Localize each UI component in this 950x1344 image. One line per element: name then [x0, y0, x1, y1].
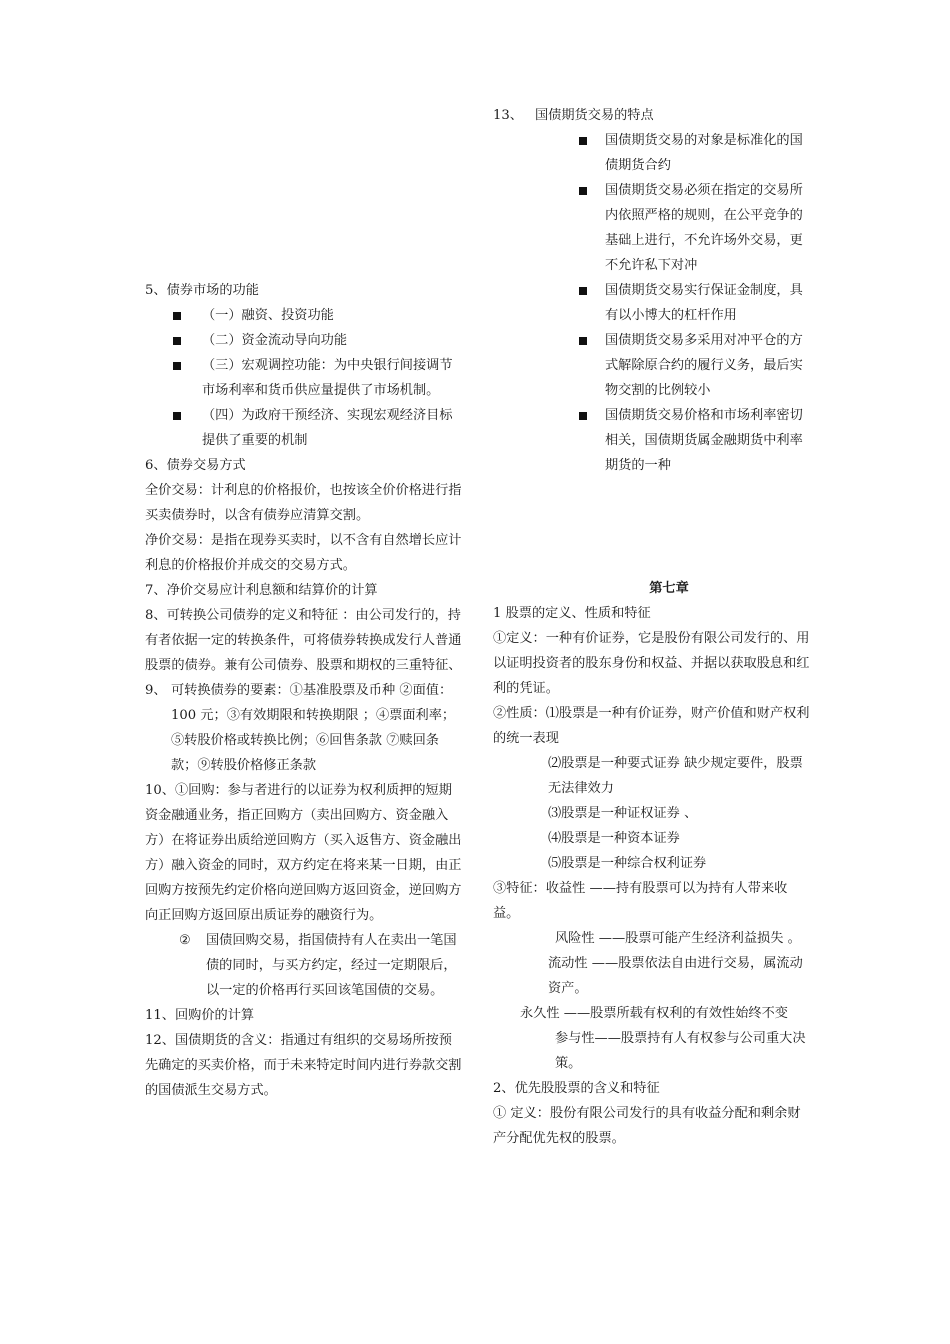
- square-bullet-icon: [579, 287, 587, 295]
- left-column: [145, 278, 463, 1103]
- list-item: （二）资金流动导向功能: [145, 328, 463, 353]
- stock-definition: ①定义：一种有价证券，它是股份有限公司发行的、用以证明投资者的股东身份和权益、并据以获取股息和红利的凭证。: [493, 631, 810, 696]
- stock-feature-permanence: 永久性 ——股票所载有权利的有效性始终不变: [520, 1006, 788, 1021]
- stock-nature-2: ⑵股票是一种要式证券 缺少规定要件，股票无法律效力: [548, 756, 803, 796]
- section-6-title: 6、债券交易方式: [145, 458, 246, 473]
- square-bullet-icon: [579, 337, 587, 345]
- preferred-stock-title: 2、优先股股票的含义和特征: [493, 1081, 660, 1096]
- right-column: [493, 103, 811, 1151]
- section-5-title: 5、债券市场的功能: [145, 283, 259, 298]
- square-bullet-icon: [579, 187, 587, 195]
- stock-section-title: 1 股票的定义、性质和特征: [493, 606, 651, 621]
- circled-number: ②: [179, 933, 191, 948]
- square-bullet-icon: [173, 312, 181, 320]
- list-item: 国债期货交易必须在指定的交易所内依照严格的规则，在公平竞争的基础上进行，不允许场外交易，更不允许私下对冲: [493, 178, 811, 278]
- square-bullet-icon: [579, 137, 587, 145]
- section-11: 11、回购价的计算: [145, 1008, 255, 1023]
- list-item: 国债期货交易价格和市场利率密切相关，国债期货属金融期货中利率期货的一种: [493, 403, 811, 478]
- square-bullet-icon: [173, 412, 181, 420]
- chapter-heading: 第七章: [649, 581, 689, 596]
- square-bullet-icon: [173, 337, 181, 345]
- list-item: （四）为政府干预经济、实现宏观经济目标提供了重要的机制: [145, 403, 463, 453]
- stock-nature-3: ⑶股票是一种证权证券 、: [548, 806, 698, 821]
- list-item: 国债期货交易多采用对冲平仓的方式解除原合约的履行义务，最后实物交割的比例较小: [493, 328, 811, 403]
- section-7: 7、净价交易应计利息额和结算价的计算: [145, 583, 378, 598]
- stock-nature-5: ⑸股票是一种综合权利证券: [548, 856, 707, 871]
- square-bullet-icon: [579, 412, 587, 420]
- list-item: （三）宏观调控功能：为中央银行间接调节市场利率和货币供应量提供了市场机制。: [145, 353, 463, 403]
- section-8: 8、可转换公司债券的定义和特征 ：由公司发行的，持有者依据一定的转换条件，可将债券转换成发行人普通股票的债券。兼有公司债券、股票和期权的三重特征、: [145, 608, 462, 673]
- list-item: 国债期货交易实行保证金制度，具有以小博大的杠杆作用: [493, 278, 811, 328]
- square-bullet-icon: [173, 362, 181, 370]
- section-10: 10、①回购：参与者进行的以证券为权利质押的短期资金融通业务，指正回购方（卖出回购方、资金融入方）在将证券出质给逆回购方（买入返售方、资金融出方）融入资金的同时，双方约定在将来某一日期，由正回购方按预先约定价格向逆回购方返回资金，逆回购方向正回购方返回原出质证券的融资行为。: [145, 783, 462, 923]
- section-13-title: 13、 国债期货交易的特点: [493, 108, 654, 123]
- stock-feature-participation: 参与性——股票持有人有权参与公司重大决策。: [555, 1031, 806, 1071]
- net-price-trading: 净价交易：是指在现券买卖时，以不含有自然增长应计利息的价格报价并成交的交易方式。: [145, 533, 462, 573]
- stock-feature-liquidity: 流动性 ——股票依法自由进行交易，属流动资产。: [548, 956, 803, 996]
- stock-nature: ②性质：⑴股票是一种有价证券，财产价值和财产权利的统一表现: [493, 706, 810, 746]
- stock-nature-4: ⑷股票是一种资本证券: [548, 831, 680, 846]
- full-price-trading: 全价交易：计利息的价格报价，也按该全价价格进行指买卖债券时，以含有债券应清算交割。: [145, 483, 462, 523]
- section-12: 12、国债期货的含义：指通过有组织的交易场所按预先确定的买卖价格，而于未来特定时间内进行券款交割的国债派生交易方式。: [145, 1033, 462, 1098]
- list-item: 国债期货交易的对象是标准化的国债期货合约: [493, 128, 811, 178]
- list-item: （一）融资、投资功能: [145, 303, 463, 328]
- section-10-item-2: ② 国债回购交易，指国债持有人在卖出一笔国债的同时，与买方约定，经过一定期限后，以一定的价格再行买回该笔国债的交易。: [145, 928, 463, 1003]
- stock-features: ③特征：收益性 ——持有股票可以为持有人带来收益。: [493, 881, 788, 921]
- preferred-stock-definition: ① 定义：股份有限公司发行的具有收益分配和剩余财产分配优先权的股票。: [493, 1106, 801, 1146]
- stock-feature-risk: 风险性 ——股票可能产生经济利益损失 。: [555, 931, 801, 946]
- section-9: 9、 可转换债券的要素：①基准股票及币种 ②面值：100 元；③有效期限和转换期限 ；④票面利率；⑤转股价格或转换比例；⑥回售条款 ⑦赎回条款；⑨转股价格修正条款: [145, 683, 456, 773]
